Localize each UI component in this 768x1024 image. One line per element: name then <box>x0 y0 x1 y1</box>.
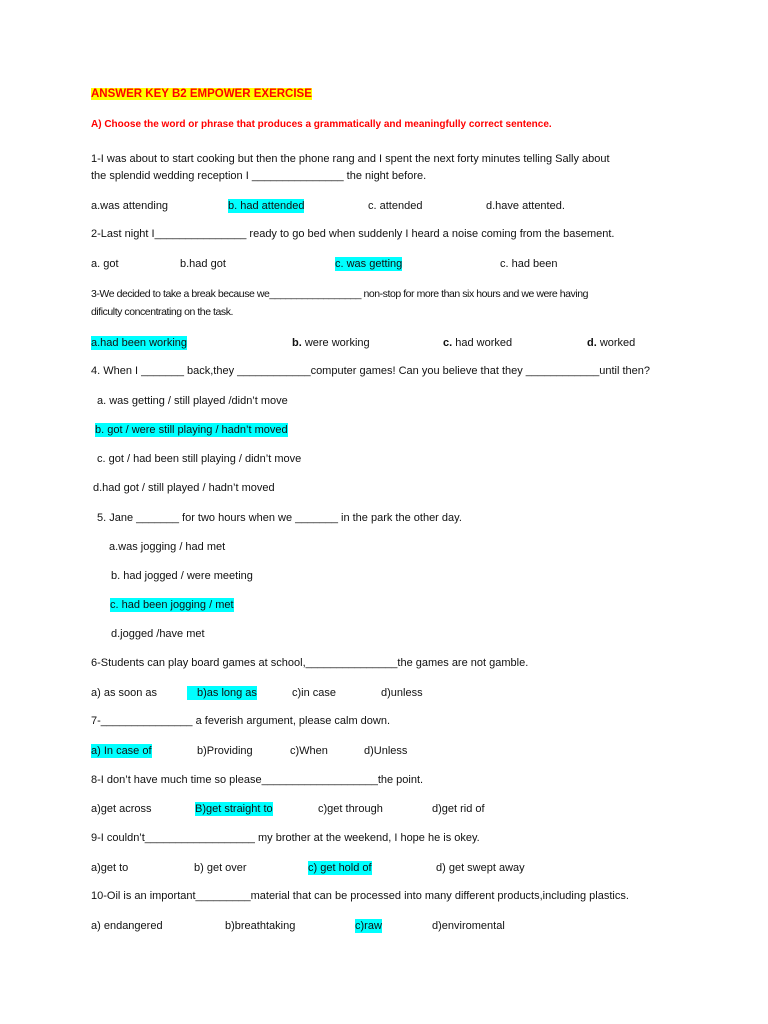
q2-option-c-answer: c. was getting <box>335 258 403 270</box>
q2-option-a: a. got <box>91 258 119 270</box>
q7-option-d: d)Unless <box>364 745 408 757</box>
q5-option-a: a.was jogging / had met <box>109 541 226 553</box>
q4-option-d: d.had got / still played / hadn’t moved <box>93 482 275 494</box>
q5-option-b: b. had jogged / were meeting <box>111 570 253 582</box>
q7-option-a-answer: a) In case of <box>91 745 152 757</box>
question-2: 2-Last night I_______________ ready to go bed when suddenly I heard a noise coming from the basement. <box>91 228 615 240</box>
q4-option-a: a. was getting / still played /didn’t move <box>97 395 288 407</box>
q3-option-d: d. worked <box>587 337 636 349</box>
question-3-line-1: 3-We decided to take a break because we_________________ non-stop for more than six hours and we were having <box>91 288 588 300</box>
q9-option-c-answer: c) get hold of <box>308 862 372 874</box>
q1-option-b-answer: b. had attended <box>228 200 305 212</box>
question-1-line-2: the splendid wedding reception I _______________ the night before. <box>91 170 427 182</box>
q10-option-a: a) endangered <box>91 920 163 932</box>
q1-option-d: d.have attented. <box>486 200 565 212</box>
q6-option-d: d)unless <box>381 687 423 699</box>
q9-option-b: b) get over <box>194 862 247 874</box>
q3-option-a-answer: a.had been working <box>91 337 188 349</box>
q8-option-d: d)get rid of <box>432 803 485 815</box>
q4-option-b-answer: b. got / were still playing / hadn’t moved <box>95 424 288 436</box>
question-3-line-2: dificulty concentrating on the task. <box>91 306 233 318</box>
question-9: 9-I couldn’t__________________ my brother at the weekend, I hope he is okey. <box>91 832 480 844</box>
q5-option-c-answer: c. had been jogging / met <box>110 599 234 611</box>
question-1-line-1: 1-I was about to start cooking but then the phone rang and I spent the next forty minutes telling Sally about <box>91 153 610 165</box>
q2-option-d: c. had been <box>500 258 558 270</box>
q3-option-c: c. had worked <box>443 337 513 349</box>
q10-option-d: d)enviromental <box>432 920 505 932</box>
question-6: 6-Students can play board games at school,_______________the games are not gamble. <box>91 657 529 669</box>
q1-option-a: a.was attending <box>91 200 169 212</box>
q9-option-d: d) get swept away <box>436 862 525 874</box>
q6-option-c: c)in case <box>292 687 337 699</box>
q9-option-a: a)get to <box>91 862 129 874</box>
question-5: 5. Jane _______ for two hours when we _______ in the park the other day. <box>97 512 462 524</box>
q10-option-c-answer: c)raw <box>355 920 382 932</box>
q5-option-d: d.jogged /have met <box>111 628 205 640</box>
q8-option-a: a)get across <box>91 803 152 815</box>
question-8: 8-I don’t have much time so please___________________the point. <box>91 774 424 786</box>
instruction: A) Choose the word or phrase that produces a grammatically and meaningfully correct sentence. <box>91 119 552 130</box>
question-10: 10-Oil is an important_________material that can be processed into many different products,including plastics. <box>91 890 629 902</box>
q6-option-b-answer: b)as long as <box>187 686 257 700</box>
q1-option-c: c. attended <box>368 200 423 212</box>
q7-option-b: b)Providing <box>197 745 253 757</box>
q8-option-c: c)get through <box>318 803 383 815</box>
question-7: 7-_______________ a feverish argument, please calm down. <box>91 715 391 727</box>
q4-option-c: c. got / had been still playing / didn’t move <box>97 453 302 465</box>
q6-option-a: a) as soon as <box>91 687 158 699</box>
question-4: 4. When I _______ back,they ____________computer games! Can you believe that they ____________until then? <box>91 365 650 377</box>
q8-option-b-answer: B)get straight to <box>195 803 273 815</box>
q7-option-c: c)When <box>290 745 328 757</box>
q2-option-b: b.had got <box>180 258 226 270</box>
page-title: ANSWER KEY B2 EMPOWER EXERCISE <box>91 88 312 100</box>
q10-option-b: b)breathtaking <box>225 920 296 932</box>
q3-option-b: b. were working <box>292 337 370 349</box>
